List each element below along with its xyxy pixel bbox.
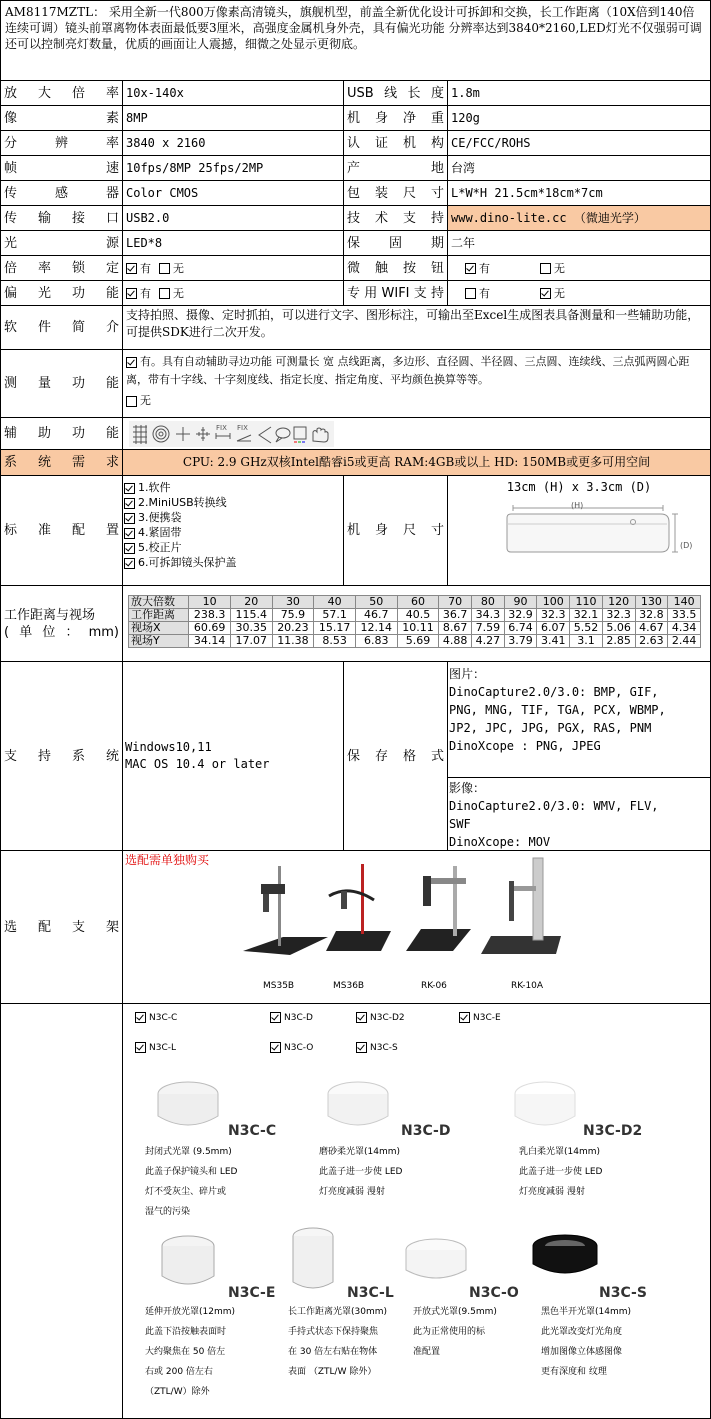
spec-value: 10fps/8MP 25fps/2MP bbox=[123, 156, 344, 181]
measure-no-checkbox[interactable] bbox=[126, 396, 137, 407]
svg-text:FIX: FIX bbox=[237, 424, 248, 432]
measure-no-text: 无 bbox=[140, 394, 151, 407]
cap-desc: 磨砂柔光罩(14mm) 此盖子进一步使 LED 灯亮度减弱 漫射 bbox=[319, 1147, 403, 1197]
table-cell: 40.5 bbox=[397, 609, 439, 622]
table-cell: 36.7 bbox=[439, 609, 472, 622]
spec-value: Color CMOS bbox=[123, 181, 344, 206]
software-label: 软件简介 bbox=[1, 306, 123, 350]
table-cell: 32.8 bbox=[635, 609, 668, 622]
feature-label: 微触按钮 bbox=[344, 256, 448, 281]
table-cell: 7.59 bbox=[472, 622, 505, 635]
table-cell: 3.1 bbox=[570, 635, 603, 648]
spec-value: 8MP bbox=[123, 106, 344, 131]
measure-cell bbox=[123, 350, 710, 418]
option-no-checkbox[interactable] bbox=[540, 263, 551, 274]
cap-name: N3C-D2 bbox=[583, 1123, 643, 1139]
spec-label: 像素 bbox=[1, 106, 123, 131]
formats-label: 保存格式 bbox=[344, 662, 448, 851]
standard-item: 3.便携袋 bbox=[124, 510, 342, 525]
spec-label: 技术支持 bbox=[344, 206, 448, 231]
cap-check[interactable]: N3C-C bbox=[135, 1011, 177, 1026]
cap-name: N3C-S bbox=[599, 1285, 647, 1301]
stand-rk06 bbox=[406, 866, 471, 951]
cap-check[interactable]: N3C-O bbox=[270, 1041, 313, 1056]
feature-options: 有 无 bbox=[123, 256, 344, 281]
dim-d-label: (D) bbox=[680, 541, 693, 550]
table-header-cell: 40 bbox=[314, 596, 356, 609]
table-cell: 2.63 bbox=[635, 635, 668, 648]
spec-label: 传输接口 bbox=[1, 206, 123, 231]
cap-check[interactable]: N3C-D bbox=[270, 1011, 313, 1026]
body-size-text: 13cm (H) x 3.3cm (D) bbox=[506, 480, 652, 494]
aux-tools bbox=[123, 418, 710, 450]
spec-label: 包装尺寸 bbox=[344, 181, 448, 206]
table-cell: 4.27 bbox=[472, 635, 505, 648]
table-row bbox=[129, 609, 701, 622]
workdist-table bbox=[128, 595, 701, 648]
spec-label: USB线长度 bbox=[344, 81, 448, 106]
table-cell: 32.3 bbox=[602, 609, 635, 622]
spec-value: 1.8m bbox=[448, 81, 710, 106]
stands-note: 选配需单独购买 bbox=[125, 853, 210, 867]
table-header-cell: 110 bbox=[570, 596, 603, 609]
cap-desc: 封闭式光罩 (9.5mm) 此盖子保护镜头和 LED 灯不受灰尘、碎片或 湿气的污染 bbox=[145, 1147, 238, 1217]
table-cell: 20.23 bbox=[272, 622, 314, 635]
table-header-cell: 50 bbox=[355, 596, 397, 609]
spec-value: 10x-140x bbox=[123, 81, 344, 106]
standard-item: 6.可拆卸镜头保护盖 bbox=[124, 555, 342, 570]
image-formats: 图片： DinoCapture2.0/3.0: BMP, GIF, PNG, MNG, TIF, TGA, PCX, WBMP, JP2, JPC, JPG, PGX, RAS, PNM DinoXcope : PNG, JPEG bbox=[448, 662, 710, 778]
spec-label: 认证机构 bbox=[344, 131, 448, 156]
option-no-checkbox[interactable] bbox=[540, 288, 551, 299]
feature-label: 专用WIFI支持 bbox=[344, 281, 448, 306]
table-cell: 3.79 bbox=[504, 635, 537, 648]
table-cell: 6.74 bbox=[504, 622, 537, 635]
workdist-label: 工作距离与视场 (单位：mm) bbox=[1, 586, 123, 662]
option-yes-checkbox[interactable] bbox=[126, 263, 137, 274]
feature-options: 有 无 bbox=[448, 256, 710, 281]
table-header-cell: 130 bbox=[635, 596, 668, 609]
stands-cell bbox=[123, 851, 710, 1004]
os-line-1: Windows10,11 bbox=[125, 740, 212, 754]
table-cell: 视场Y bbox=[129, 635, 189, 648]
standard-item: 5.校正片 bbox=[124, 540, 342, 555]
spec-label: 产地 bbox=[344, 156, 448, 181]
cap-image-n3c-d2 bbox=[510, 1076, 580, 1136]
system-text: CPU: 2.9 GHz双核Intel酷睿i5或更高 RAM:4GB或以上 HD: 150MB或更多可用空间 bbox=[123, 450, 710, 476]
cap-check[interactable]: N3C-E bbox=[459, 1011, 501, 1026]
table-cell: 57.1 bbox=[314, 609, 356, 622]
cap-check[interactable]: N3C-S bbox=[356, 1041, 398, 1056]
os-cell bbox=[123, 662, 344, 851]
table-cell: 238.3 bbox=[189, 609, 231, 622]
option-no-checkbox[interactable] bbox=[159, 288, 170, 299]
table-cell: 8.67 bbox=[439, 622, 472, 635]
table-cell: 46.7 bbox=[355, 609, 397, 622]
table-cell: 33.5 bbox=[668, 609, 701, 622]
spec-value: www.dino-lite.cc （微迪光学） bbox=[448, 206, 710, 231]
table-cell: 8.53 bbox=[314, 635, 356, 648]
spec-value: L*W*H 21.5cm*18cm*7cm bbox=[448, 181, 710, 206]
cap-check[interactable]: N3C-L bbox=[135, 1041, 176, 1056]
system-label: 系统需求 bbox=[1, 450, 123, 476]
body-size-cell bbox=[448, 476, 710, 586]
table-cell: 5.69 bbox=[397, 635, 439, 648]
spec-value: 台湾 bbox=[448, 156, 710, 181]
option-yes-checkbox[interactable] bbox=[465, 288, 476, 299]
stands-photo bbox=[241, 856, 561, 966]
option-yes-checkbox[interactable] bbox=[126, 288, 137, 299]
table-header-cell: 10 bbox=[189, 596, 231, 609]
spec-label: 放大倍率 bbox=[1, 81, 123, 106]
table-cell: 34.14 bbox=[189, 635, 231, 648]
table-header-cell: 30 bbox=[272, 596, 314, 609]
standard-label: 标准配置 bbox=[1, 476, 123, 586]
table-header-cell: 100 bbox=[537, 596, 570, 609]
feature-options: 有 无 bbox=[123, 281, 344, 306]
aux-label: 辅助功能 bbox=[1, 418, 123, 450]
spec-label: 机身净重 bbox=[344, 106, 448, 131]
standard-item: 1.软件 bbox=[124, 480, 342, 495]
dim-h-label: (H) bbox=[571, 501, 584, 510]
cap-desc: 长工作距离光罩(30mm) 手持式状态下保持聚焦 在 30 倍左右贴在物体 表面 （ZTL/W 除外） bbox=[288, 1307, 388, 1377]
product-intro: AM8117MZTL： 采用全新一代800万像素高清镜头，旗舰机型，前盖全新优化设计可拆卸和交换，长工作距离（10X倍到140倍连续可调）镜头前罩离物体表面最低要3厘米，高强度金属机身外壳，具有偏光功能 分辨率达到3840*2160,LED灯光不仅强弱可调还可以控制亮灯数量，优质的画面让人震撼，细微之处显示更彻底。 bbox=[1, 1, 710, 81]
table-cell: 5.52 bbox=[570, 622, 603, 635]
spec-value: 二年 bbox=[448, 231, 710, 256]
os-line-2: MAC OS 10.4 or later bbox=[125, 757, 270, 771]
table-header-cell: 20 bbox=[230, 596, 272, 609]
table-cell: 60.69 bbox=[189, 622, 231, 635]
table-cell: 5.06 bbox=[602, 622, 635, 635]
table-row bbox=[129, 635, 701, 648]
cap-image-n3c-o bbox=[401, 1236, 471, 1286]
spec-value: CE/FCC/ROHS bbox=[448, 131, 710, 156]
cap-image-n3c-s bbox=[528, 1232, 603, 1287]
microscope-diagram bbox=[503, 500, 693, 575]
aux-tool-icons bbox=[129, 421, 339, 447]
caps-cell bbox=[123, 1004, 710, 1418]
table-cell: 15.17 bbox=[314, 622, 356, 635]
spec-label: 分辨率 bbox=[1, 131, 123, 156]
table-cell: 32.3 bbox=[537, 609, 570, 622]
table-header-cell: 80 bbox=[472, 596, 505, 609]
table-cell: 75.9 bbox=[272, 609, 314, 622]
cap-name: N3C-L bbox=[347, 1285, 394, 1301]
body-size-label: 机身尺寸 bbox=[344, 476, 448, 586]
stand-name: MS35B bbox=[263, 981, 295, 991]
feature-options: 有 无 bbox=[448, 281, 710, 306]
spec-value: USB2.0 bbox=[123, 206, 344, 231]
table-cell: 12.14 bbox=[355, 622, 397, 635]
measure-yes-checkbox[interactable] bbox=[126, 357, 137, 368]
table-cell: 11.38 bbox=[272, 635, 314, 648]
table-cell: 6.83 bbox=[355, 635, 397, 648]
measure-label: 测量功能 bbox=[1, 350, 123, 418]
table-cell: 32.1 bbox=[570, 609, 603, 622]
cap-name: N3C-D bbox=[401, 1123, 451, 1139]
table-header-cell: 放大倍数 bbox=[129, 596, 189, 609]
standard-list bbox=[123, 476, 344, 586]
measure-yes-text: 有。具有自动辅助寻边功能 可测量长 宽 点线距离，多边形、直径圆、半径圆、三点圆、连续线、三点弧两圆心距离，带有十字线、十字刻度线、指定长度、指定角度、平均颜色换算等等。 bbox=[126, 355, 690, 386]
standard-item: 2.MiniUSB转换线 bbox=[124, 495, 342, 510]
feature-label: 倍率锁定 bbox=[1, 256, 123, 281]
stand-name: RK-06 bbox=[421, 981, 447, 991]
option-no-checkbox[interactable] bbox=[159, 263, 170, 274]
cap-desc: 延伸开放光罩(12mm) 此盖下沿按触表面时 大约聚焦在 50 倍左 右或 200 倍左右 （ZTL/W）除外 bbox=[145, 1307, 236, 1397]
feature-label: 偏光功能 bbox=[1, 281, 123, 306]
cap-desc: 黑色半开光罩(14mm) 此光罩改变灯光角度 增加图像立体感图像 更有深度和 纹理 bbox=[541, 1307, 632, 1377]
table-cell: 17.07 bbox=[230, 635, 272, 648]
table-row bbox=[129, 596, 701, 609]
video-formats: 影像： DinoCapture2.0/3.0: WMV, FLV, SWF DinoXcope: MOV bbox=[448, 778, 710, 851]
svg-text:FIX: FIX bbox=[216, 424, 227, 432]
spec-label: 帧速 bbox=[1, 156, 123, 181]
standard-item: 4.紧固带 bbox=[124, 525, 342, 540]
table-cell: 2.85 bbox=[602, 635, 635, 648]
stand-name: MS36B bbox=[333, 981, 365, 991]
table-cell: 4.67 bbox=[635, 622, 668, 635]
stand-rk10a bbox=[481, 858, 561, 954]
table-header-cell: 120 bbox=[602, 596, 635, 609]
table-cell: 4.88 bbox=[439, 635, 472, 648]
cap-image-n3c-e bbox=[153, 1232, 223, 1294]
os-label: 支持系统 bbox=[1, 662, 123, 851]
stands-label: 选配支架 bbox=[1, 851, 123, 1004]
stand-name: RK-10A bbox=[511, 981, 544, 991]
table-cell: 34.3 bbox=[472, 609, 505, 622]
table-header-cell: 140 bbox=[668, 596, 701, 609]
table-header-cell: 60 bbox=[397, 596, 439, 609]
caps-label-cell bbox=[1, 1004, 123, 1418]
table-cell: 10.11 bbox=[397, 622, 439, 635]
cap-name: N3C-C bbox=[228, 1123, 277, 1139]
spec-label: 保固期 bbox=[344, 231, 448, 256]
option-yes-checkbox[interactable] bbox=[465, 263, 476, 274]
table-header-cell: 70 bbox=[439, 596, 472, 609]
table-cell: 4.34 bbox=[668, 622, 701, 635]
table-header-cell: 90 bbox=[504, 596, 537, 609]
cap-name: N3C-O bbox=[469, 1285, 519, 1301]
cap-name: N3C-E bbox=[228, 1285, 276, 1301]
cap-check[interactable]: N3C-D2 bbox=[356, 1011, 405, 1026]
cap-image-n3c-d bbox=[323, 1076, 393, 1136]
spec-label: 光源 bbox=[1, 231, 123, 256]
table-cell: 工作距离 bbox=[129, 609, 189, 622]
cap-desc: 开放式光罩(9.5mm) 此为正常使用的标 准配置 bbox=[413, 1307, 497, 1357]
spec-value: 3840 x 2160 bbox=[123, 131, 344, 156]
table-cell: 6.07 bbox=[537, 622, 570, 635]
software-text: 支持拍照、摄像、定时抓拍，可以进行文字、图形标注，可输出至Excel生成图表具备测量和一些辅助功能，可提供SDK进行二次开发。 bbox=[123, 306, 710, 350]
table-cell: 115.4 bbox=[230, 609, 272, 622]
spec-value: 120g bbox=[448, 106, 710, 131]
stand-ms35b bbox=[243, 866, 328, 955]
table-cell: 视场X bbox=[129, 622, 189, 635]
spec-value: LED*8 bbox=[123, 231, 344, 256]
spec-label: 传感器 bbox=[1, 181, 123, 206]
table-cell: 30.35 bbox=[230, 622, 272, 635]
table-row bbox=[129, 622, 701, 635]
table-cell: 32.9 bbox=[504, 609, 537, 622]
cap-image-n3c-l bbox=[288, 1224, 338, 1296]
table-cell: 2.44 bbox=[668, 635, 701, 648]
cap-desc: 乳白柔光罩(14mm) 此盖子进一步使 LED 灯亮度减弱 漫射 bbox=[519, 1147, 603, 1197]
table-cell: 3.41 bbox=[537, 635, 570, 648]
stand-ms36b bbox=[326, 864, 391, 951]
cap-image-n3c-c bbox=[153, 1076, 223, 1136]
